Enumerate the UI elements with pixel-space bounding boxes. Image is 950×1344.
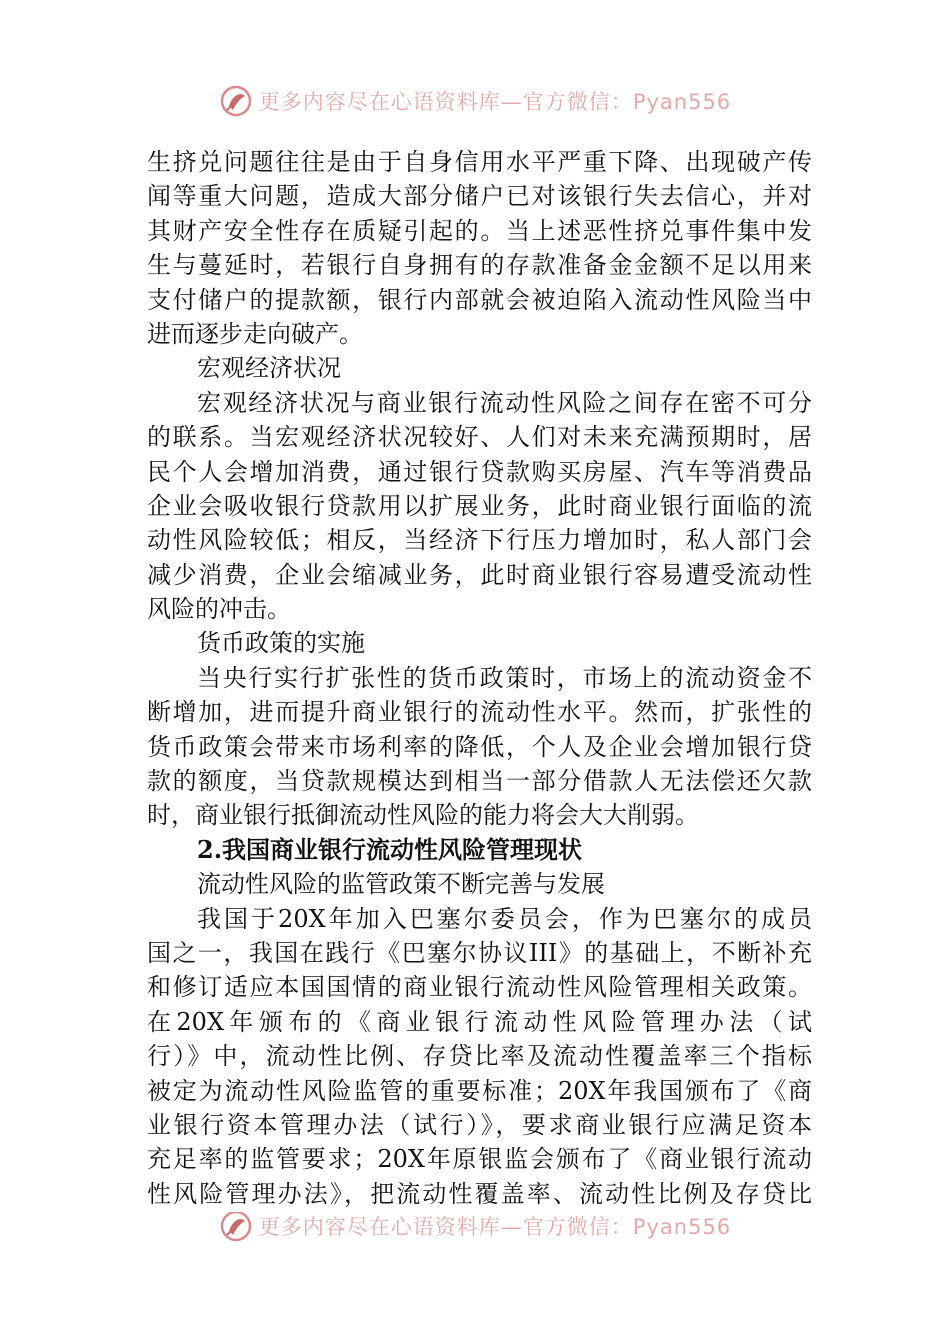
header-watermark <box>0 84 950 118</box>
text-line: 企业会吸收银行贷款用以扩展业务，此时商业银行面临的流 <box>147 491 812 520</box>
text-line: 支付储户的提款额，银行内部就会被迫陷入流动性风险当中 <box>147 285 812 314</box>
watermark-text: 更多内容尽在心语资料库—官方微信：Pyan556 <box>258 90 732 114</box>
text-line: 性风险管理办法》，把流动性覆盖率、流动性比例及存贷比 <box>147 1179 812 1207</box>
document-body <box>147 145 812 1207</box>
text-line: 业银行资本管理办法（试行）》，要求商业银行应满足资本 <box>147 1110 812 1139</box>
text-line: 闻等重大问题，造成大部分储户已对该银行失去信心，并对 <box>147 182 812 211</box>
text-line: 货币政策会带来市场利率的降低，个人及企业会增加银行贷 <box>147 732 812 761</box>
text-line: 款的额度，当贷款规模达到相当一部分借款人无法偿还欠款 <box>147 767 812 796</box>
brand-logo-icon <box>219 84 253 118</box>
text-line: 动性风险较低；相反，当经济下行压力增加时，私人部门会 <box>147 526 812 555</box>
text-line: 在20X年颁布的《商业银行流动性风险管理办法（试 <box>147 1007 812 1036</box>
section-heading: 2.我国商业银行流动性风险管理现状 <box>197 834 583 864</box>
text-line: 货币政策的实施 <box>197 629 365 658</box>
footer-watermark <box>0 1212 950 1246</box>
text-line: 被定为流动性风险监管的重要标准；20X年我国颁布了《商 <box>147 1076 812 1105</box>
text-line: 其财产安全性存在质疑引起的。当上述恶性挤兑事件集中发 <box>147 216 812 245</box>
text-line: 民个人会增加消费，通过银行贷款购买房屋、汽车等消费品 <box>147 457 812 486</box>
text-line: 的联系。当宏观经济状况较好、人们对未来充满预期时，居 <box>147 423 812 452</box>
text-line: 国之一，我国在践行《巴塞尔协议III》的基础上，不断补充 <box>147 938 812 967</box>
text-line: 断增加，进而提升商业银行的流动性水平。然而，扩张性的 <box>147 698 812 727</box>
text-line: 充足率的监管要求；20X年原银监会颁布了《商业银行流动 <box>147 1145 812 1174</box>
text-line: 我国于20X年加入巴塞尔委员会，作为巴塞尔的成员 <box>197 904 812 933</box>
text-line: 减少消费，企业会缩减业务，此时商业银行容易遭受流动性 <box>147 560 812 589</box>
text-line: 当央行实行扩张性的货币政策时，市场上的流动资金不 <box>197 663 812 692</box>
text-line: 和修订适应本国国情的商业银行流动性风险管理相关政策。 <box>147 973 812 1002</box>
text-line: 生与蔓延时，若银行自身拥有的存款准备金金额不足以用来 <box>147 251 812 280</box>
text-line: 时，商业银行抵御流动性风险的能力将会大大削弱。 <box>147 801 699 830</box>
text-line: 风险的冲击。 <box>147 595 291 624</box>
text-line: 宏观经济状况与商业银行流动性风险之间存在密不可分 <box>197 388 812 417</box>
text-line: 生挤兑问题往往是由于自身信用水平严重下降、出现破产传 <box>147 148 812 176</box>
text-line: 宏观经济状况 <box>197 354 341 383</box>
text-line: 进而逐步走向破产。 <box>147 319 363 348</box>
text-line: 行）》中，流动性比例、存贷比率及流动性覆盖率三个指标 <box>147 1042 812 1071</box>
watermark-text: 更多内容尽在心语资料库—官方微信：Pyan556 <box>258 1215 732 1239</box>
brand-logo-icon <box>219 1212 253 1243</box>
text-line: 流动性风险的监管政策不断完善与发展 <box>197 870 605 899</box>
